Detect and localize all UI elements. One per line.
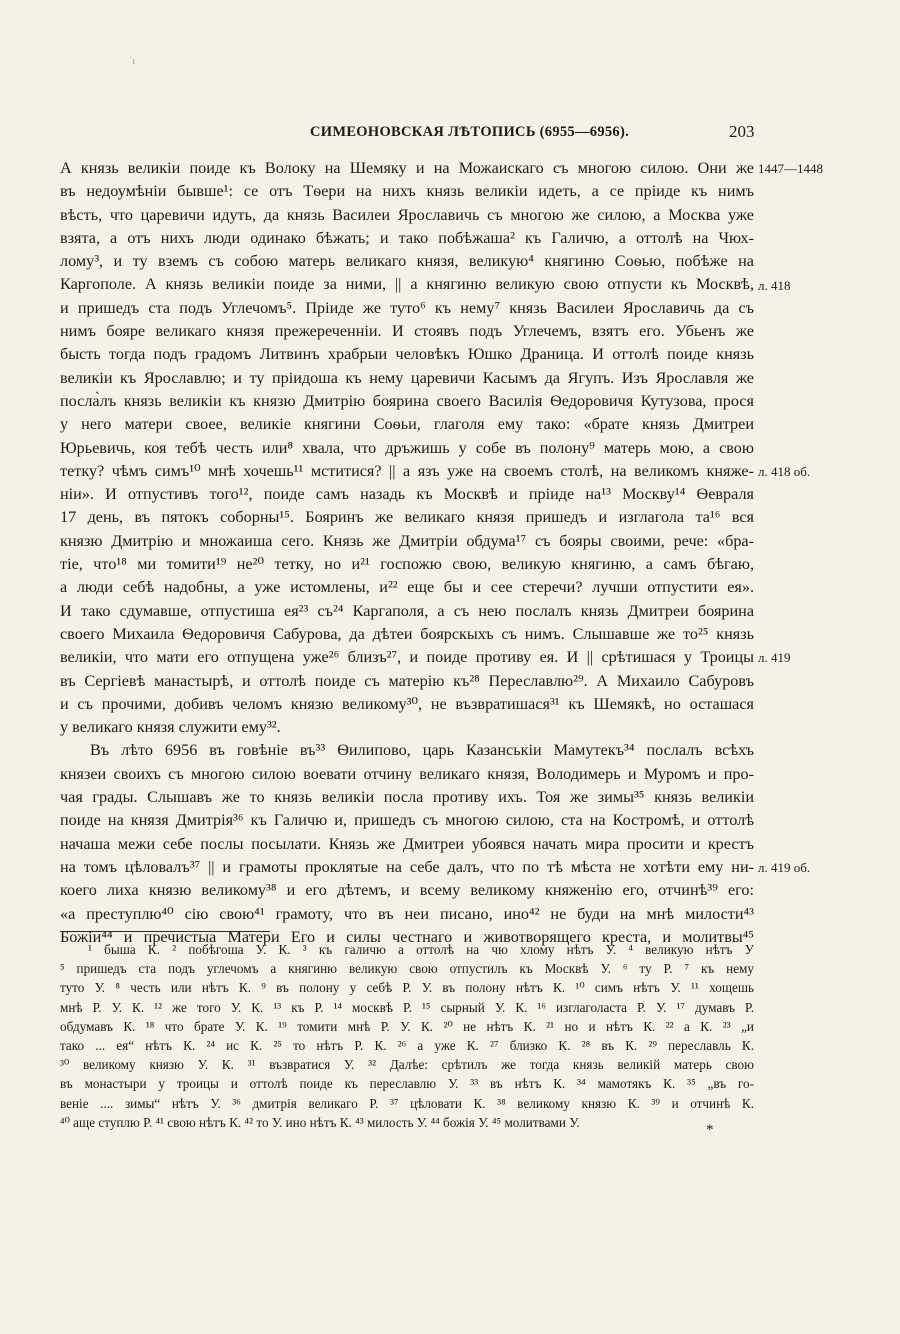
margin-note: л. 419 bbox=[758, 650, 791, 666]
text-line: И тако сдумавше, отпустиша ея²³ съ²⁴ Каргаполя, а съ нею послалъ князь Дмитреи боярина bbox=[60, 601, 754, 620]
text-line: тетку? чѣмъ симъ¹⁰ мнѣ хочешь¹¹ мститися? || а язъ уже на своемъ столѣ, на великомъ княже- bbox=[60, 461, 754, 480]
text-line: посла̀лъ князь великiи къ князю Дмитрiю боярина своего Василiя Ѳедоровичя Кутузова, прося bbox=[60, 391, 754, 410]
footnote-line: ¹ быша К. ² побѣгоша У. К. ³ къ галичю а оттолѣ на чю хлому нѣтъ У. ⁴ великую нѣтъ У bbox=[88, 942, 754, 957]
text-line: великiи, что мати его отпущена уже²⁶ близъ²⁷, и поиде противу ея. И || срѣтишася у Троицы bbox=[60, 648, 754, 667]
text-line: князеи своихъ съ многою силою воевати отчину великаго князя, Володимерь и Муромъ и про- bbox=[60, 764, 754, 783]
margin-note: л. 418 bbox=[758, 277, 791, 293]
margin-note: л. 418 об. bbox=[758, 463, 811, 479]
signature-mark: * bbox=[706, 1122, 714, 1138]
text-line: 17 день, въ пятокъ соборны¹⁵. Бояринъ же великаго князя пришедъ и изглагола та¹⁶ вся bbox=[60, 508, 754, 527]
text-line: Юрьевичь, коя тебѣ честь или⁸ хвала, что дръжишь у собе въ полону⁹ матерь мою, а свою bbox=[60, 438, 754, 457]
margin-note: 1447—1448 bbox=[758, 161, 823, 176]
footnotes bbox=[60, 940, 754, 1132]
footnote-line: мнѣ Р. У. К. ¹² же того У. К. ¹³ къ Р. ¹⁴ москвѣ Р. ¹⁵ сырный У. К. ¹⁶ изглаголаста Р. У. ¹⁷ думавъ Р. bbox=[60, 999, 754, 1015]
footnote-line: въ монастыри у троицы и оттолѣ поиде къ переславлю У. ³³ въ нѣтъ К. ³⁴ мамотякъ К. ³⁵ „въ го- bbox=[60, 1076, 754, 1092]
footnote-line: обдумавъ К. ¹⁸ что брате У. К. ¹⁹ томити мнѣ Р. У. К. ²⁰ не нѣтъ К. ²¹ но и нѣтъ К. ²² а К. ²³ „и bbox=[60, 1018, 754, 1034]
text-line: поиде на князя Дмитрiя³⁶ къ Галичю и, пришедъ съ многою силою, ста на Костромѣ, и оттолѣ bbox=[60, 811, 754, 830]
text-line: тiе, что¹⁸ ми томити¹⁹ не²⁰ тетку, но и²¹ госпожю свою, великую княгиню, а самъ бѣгаю, bbox=[60, 555, 754, 574]
text-line: у великаго князя служити ему³². bbox=[60, 718, 281, 737]
text-line: князю Дмитрiю и множаиша сего. Князь же Дмитрiи обдума¹⁷ съ бояры своими, рече: «бра- bbox=[60, 531, 754, 550]
text-line: а люди себѣ надобны, а уже истомлены, и²² еще бы и сее стеречи? лучши отпустити ея». bbox=[60, 578, 754, 597]
page-speck: ˙ı bbox=[129, 56, 136, 67]
footnote-line: тако ... ея“ нѣтъ К. ²⁴ ис К. ²⁵ то нѣтъ Р. К. ²⁶ а уже К. ²⁷ близко К. ²⁸ въ К. ²⁹ переславль К. bbox=[60, 1037, 754, 1053]
text-line: Божiи⁴⁴ и пречистыа Матери Его и силы честнаго и животворящего креста, и молитвы⁴⁵ bbox=[60, 927, 754, 946]
footnote-line: туто У. ⁸ честь или нѣтъ К. ⁹ въ полону у себѣ Р. У. въ полону нѣтъ К. ¹⁰ симъ нѣтъ У. ¹¹ хощешь bbox=[60, 980, 754, 996]
text-line: взята, а отъ нихъ люди одинако бѣжать; и тако побѣжаша² къ Галичю, а оттолѣ на Чюх- bbox=[60, 228, 754, 247]
text-line: на томъ цѣловалъ³⁷ || и грамоты проклятые на себе далъ, что по тѣ мѣста не хотѣти ему ни- bbox=[60, 857, 754, 876]
page-header bbox=[0, 124, 900, 146]
text-line: «а преступлю⁴⁰ сiю свою⁴¹ грамоту, что въ неи писано, ино⁴² не буди на мнѣ милости⁴³ bbox=[60, 904, 754, 923]
text-line: Каргополе. А князь великiи поиде за ними, || а княгиню великую свою отпусти къ Москвѣ, bbox=[60, 275, 754, 294]
footnote-rule bbox=[60, 931, 270, 932]
text-line: и пришедъ ста подъ Углечомъ⁵. Прiиде же туто⁶ къ нему⁷ князь Василеи Ярославичь да съ bbox=[60, 298, 754, 317]
footnote-line: ⁴⁰ аще ступлю Р. ⁴¹ свою нѣтъ К. ⁴² то У. ино нѣтъ К. ⁴³ милость У. ⁴⁴ божiя У. ⁴⁵ молитвами У. bbox=[60, 1114, 580, 1130]
footnote-line: ³⁰ великому князю У. К. ³¹ възвратися У. ³² Далѣе: срѣтилъ же тогда князь великiй матерь свою bbox=[60, 1057, 754, 1073]
text-line: бысть тогда подъ градомъ Литвинъ храбрыи человѣкъ Юшко Драница. И оттолѣ поиде князь bbox=[60, 345, 754, 364]
text-line: начаша межи себе послы посылати. Князь же Дмитреи убоявся начать мира просити и крестъ bbox=[60, 834, 754, 853]
footnote-line: венiе .... зимы“ нѣтъ У. ³⁶ дмитрiя великаго Р. ³⁷ цѣловати К. ³⁸ великому князю К. ³⁹ и отчинѣ К. bbox=[60, 1095, 754, 1111]
text-line: великiи къ Ярославлю; и ту прiидоша къ нему царевичи Касымъ да Ягупъ. Изъ Ярославля же bbox=[60, 368, 754, 387]
text-line: нiи». И отпустивъ того¹², поиде самъ назадь къ Москвѣ и прiиде на¹³ Москву¹⁴ Ѳевраля bbox=[60, 485, 754, 504]
text-line: вѣсть, что царевичи идуть, да князь Василеи Ярославичь съ многою же силою, а Москва уже bbox=[60, 205, 754, 224]
main-text bbox=[60, 157, 754, 949]
text-line: у него матери своее, великiе княгини Соѳьи, глаголя ему тако: «брате князь Дмитреи bbox=[60, 415, 754, 434]
text-line: въ Сергiевѣ манастырѣ, и оттолѣ поиде съ матерiю къ²⁸ Переславлю²⁹. А Михаило Сабуровъ bbox=[60, 671, 754, 690]
text-line: А князь великiи поиде къ Волоку на Шемяку и на Можаискаго съ многою силою. Они же bbox=[60, 159, 754, 177]
running-title: СИМЕОНОВСКАЯ ЛѢТОПИСЬ (6955—6956). bbox=[310, 124, 630, 140]
text-line: коего лиха князю великому³⁸ и его дѣтемъ, и всему великому княженiю его, отчинѣ³⁹ его: bbox=[60, 881, 754, 900]
text-line: своего Михаила Ѳедоровичя Сабурова, да дѣтеи боярскыхъ съ нимъ. Слышавше же то²⁵ князь bbox=[60, 624, 754, 643]
text-line: нимъ бояре великаго князя прежереченнiи. И стоявъ подъ Углечемъ, взятъ его. Убьенъ же bbox=[60, 322, 754, 341]
page-number: 203 bbox=[729, 122, 755, 141]
text-line: чая грады. Слышавъ же то князь великiи посла противу ихъ. Тоя же зимы³⁵ князь великiи bbox=[60, 788, 754, 807]
text-line: въ недоумѣнiи бывше¹: се отъ Тѳери на нихъ князь великiи идеть, а се прiиде къ нимъ bbox=[60, 182, 754, 201]
text-line: лому³, и ту вземъ съ собою матерь великаго князя, великую⁴ княгиню Соѳью, побѣже на bbox=[60, 252, 754, 271]
footnote-line: ⁵ пришедъ ста подъ углечомъ а княгиню великую свою отпустилъ къ Москвѣ У. ⁶ ту Р. ⁷ къ нему bbox=[60, 961, 754, 977]
text-line: и съ прочими, добивъ челомъ князю великому³⁰, не възвратишася³¹ къ Шемякѣ, но осташася bbox=[60, 694, 754, 713]
text-line: Въ лѣто 6956 въ говѣнiе въ³³ Ѳилипово, царь Казанськiи Мамутекъ³⁴ послалъ всѣхъ bbox=[90, 741, 754, 760]
margin-note: л. 419 об. bbox=[758, 860, 811, 875]
